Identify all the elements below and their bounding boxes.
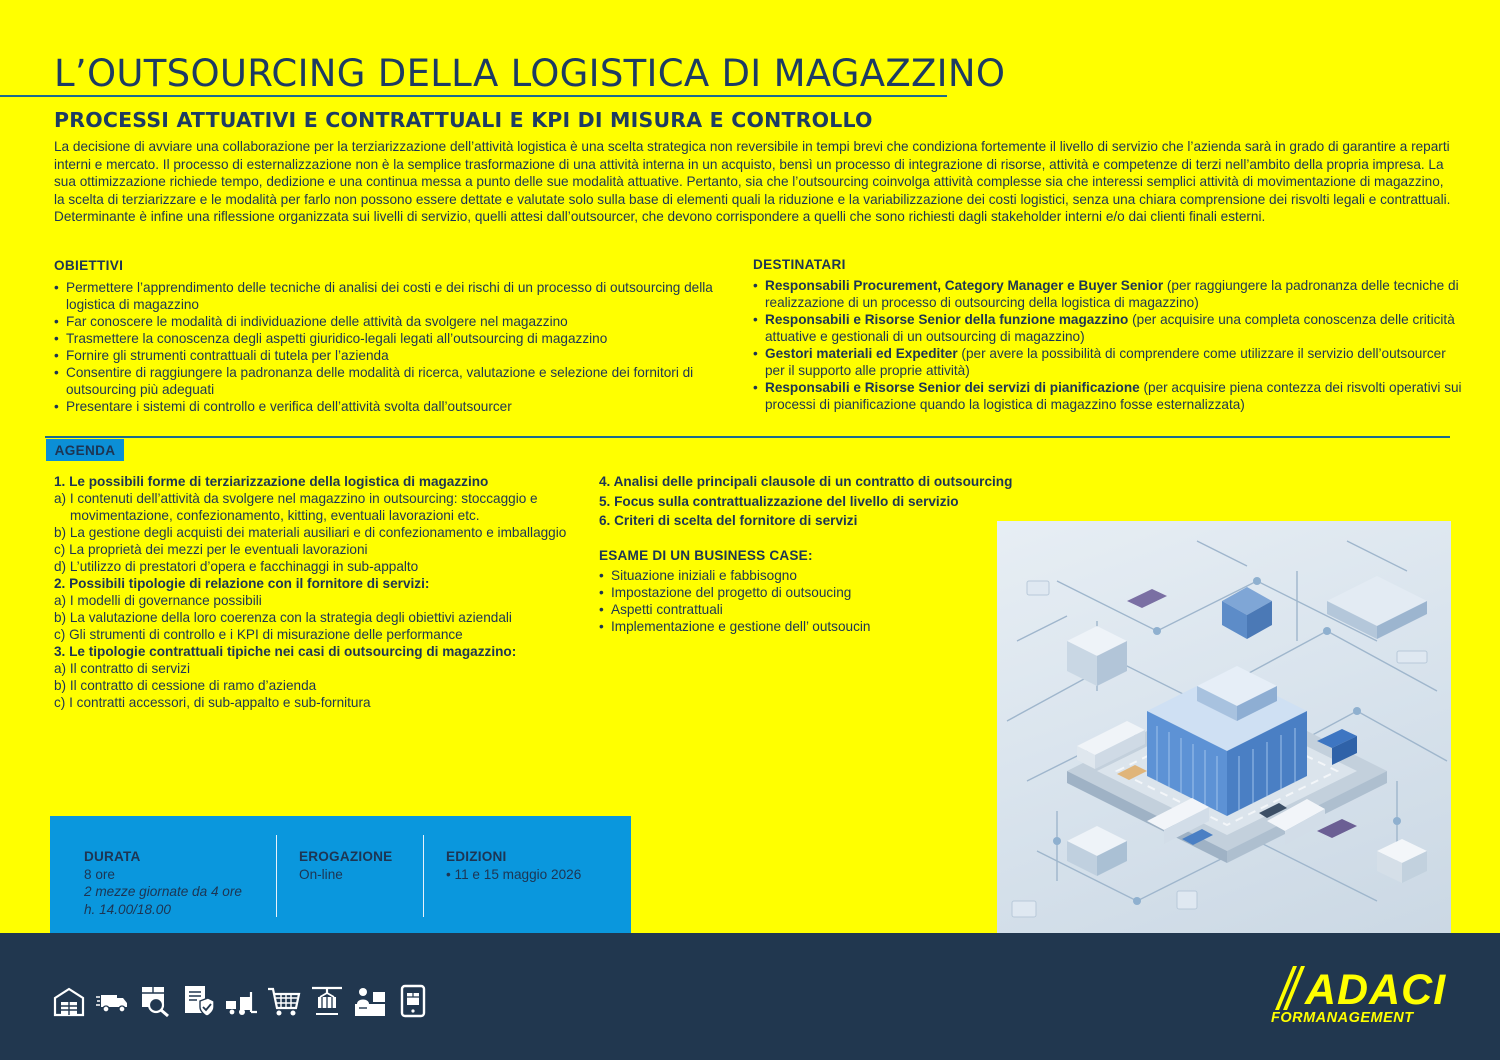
- erogazione-value: On-line: [299, 866, 343, 882]
- destinatari-list: [753, 277, 1463, 413]
- agenda-item: b) Il contratto di cessione di ramo d’azienda: [54, 678, 317, 693]
- destinatari-heading: DESTINATARI: [753, 257, 846, 272]
- isometric-warehouse-image: [997, 521, 1451, 933]
- agenda-section-3: 3. Le tipologie contrattuali tipiche nei casi di outsourcing di magazzino:: [54, 644, 517, 659]
- durata-block: [84, 848, 242, 918]
- list-item: • Far conoscere le modalità di individuazione delle attività da svolgere nel magazzino: [54, 313, 724, 330]
- logo-tagline: FORMANAGEMENT: [1271, 1010, 1414, 1026]
- page-subtitle: PROCESSI ATTUATIVI E CONTRATTUALI E KPI DI MISURA E CONTROLLO: [54, 108, 873, 132]
- delivery-truck-icon: [95, 984, 129, 1018]
- audience-purpose: (per raggiungere la padronanza delle tecniche di realizzazione di un processo di outsourcing della logistica di magazzino): [765, 278, 1459, 310]
- list-item: • Consentire di raggiungere la padronanza delle modalità di ricerca, valutazione e selezione dei fornitori di outsourcing più adeguati: [54, 364, 724, 398]
- agenda-item: d) L’utilizzo di prestatori d’opera e facchinaggi in sub-appalto: [54, 559, 419, 574]
- intro-text: [54, 138, 1454, 226]
- list-item: • Permettere l’apprendimento delle tecniche di analisi dei costi e dei rischi di un processo di outsourcing della logistica di magazzino: [54, 279, 724, 313]
- agenda-divider: [45, 436, 1450, 438]
- agenda-section-5: 5. Focus sulla contrattualizzazione del livello di servizio: [599, 493, 959, 509]
- adaci-logo: [1271, 966, 1451, 1032]
- business-case-heading: ESAME DI UN BUSINESS CASE:: [599, 547, 813, 563]
- agenda-tag: AGENDA: [46, 439, 124, 461]
- course-info-box: [50, 816, 631, 933]
- audience-purpose: (per acquisire una completa conoscenza delle criticità attuative e gestionali di un outsourcing di magazzino): [765, 312, 1455, 344]
- footer-bar: [0, 933, 1500, 1060]
- list-item: [753, 345, 1463, 379]
- list-item: • Aspetti contrattuali: [599, 601, 1069, 618]
- agenda-section-6: 6. Criteri di scelta del fornitore di servizi: [599, 513, 858, 528]
- list-item: • Presentare i sistemi di controllo e verifica dell’attività svolta dall’outsourcer: [54, 398, 724, 415]
- agenda-section-1: 1. Le possibili forme di terziarizzazione della logistica di magazzino: [54, 474, 489, 489]
- agenda-item: c) Gli strumenti di controllo e i KPI di misurazione delle performance: [54, 627, 463, 642]
- agenda-section-4: 4. Analisi delle principali clausole di un contratto di outsourcing: [599, 474, 1013, 489]
- crane-container-icon: [310, 984, 344, 1018]
- forklift-icon: [224, 984, 258, 1018]
- audience-purpose: (per acquisire piena contezza dei risvolti operativi sui processi di pianificazione quando la logistica di magazzino fosse esternalizzata): [765, 380, 1462, 412]
- list-item: • Implementazione e gestione dell’ outsoucin: [599, 618, 1069, 635]
- info-divider: [276, 835, 277, 917]
- agenda-item: c) I contratti accessori, di sub-appalto e sub-fornitura: [54, 695, 371, 710]
- durata-time: h. 14.00/18.00: [84, 901, 171, 917]
- intro-paragraph-1: La decisione di avviare una collaborazione per la terziarizzazione dell’attività logistica è una scelta strategica non reversibile in tempi brevi che condiziona fortemente il livello di servizio che l’azienda sarà in grado di garantire a reparti interni e mercato. Il processo di esternalizzazione non è la semplice trasformazione di una attività interna in un acquisto, bensì un processo di integrazione di risorse, attività e competenze di terzi nell’ambito della propria impresa. La sua ottimizzazione richiede tempo, dedizione e una continua messa a punto delle sue modalità attuative. Pertanto, sia che l’outsourcing coinvolga attività complesse sia che interessi semplici attività di movimentazione di magazzino, la scelta di terziarizzare e le modalità per farlo non possono essere dettate e valutate solo sulla base di elementi quali la riduzione e la variabilizzazione dei costi logistici, senza una chiara comprensione dei risvolti legali e contrattuali.: [54, 139, 1451, 207]
- audience-role: Responsabili e Risorse Senior dei servizi di pianificazione: [765, 380, 1140, 395]
- list-item: • Situazione iniziali e fabbisogno: [599, 567, 1069, 584]
- agenda-item: c) La proprietà dei mezzi per le eventuali lavorazioni: [54, 542, 368, 557]
- list-item: [753, 379, 1463, 413]
- obiettivi-heading: OBIETTIVI: [54, 258, 124, 273]
- shopping-cart-icon: [267, 984, 301, 1018]
- title-divider: [0, 95, 947, 97]
- logo-stripes-icon: [1273, 966, 1309, 1010]
- edizioni-block: [446, 848, 581, 883]
- list-item: [753, 277, 1463, 311]
- list-item: • Trasmettere la conoscenza degli aspetti giuridico-legali legati all’outsourcing di magazzino: [54, 330, 724, 347]
- info-divider: [423, 835, 424, 917]
- logistics-illustration: [997, 521, 1451, 933]
- agenda-item: b) La gestione degli acquisti dei materiali ausiliari e di confezionamento e imballaggio: [54, 525, 567, 540]
- logo-wordmark: ADACI: [1305, 966, 1447, 1014]
- list-item: • Impostazione del progetto di outsoucing: [599, 584, 1069, 601]
- erogazione-heading: EROGAZIONE: [299, 849, 393, 864]
- agenda-item: a) Il contratto di servizi: [54, 661, 190, 676]
- agenda-item: a) I modelli di governance possibili: [54, 593, 262, 608]
- audience-role: Responsabili e Risorse Senior della funzione magazzino: [765, 312, 1129, 327]
- warehouse-icon: [52, 984, 86, 1018]
- agenda-item: b) La valutazione della loro coerenza con la strategia degli obiettivi aziendali: [54, 610, 512, 625]
- package-search-icon: [138, 984, 172, 1018]
- desk-worker-icon: [353, 984, 387, 1018]
- footer-icon-row: [52, 984, 430, 1018]
- durata-hours: 8 ore: [84, 866, 115, 882]
- agenda-section-2: 2. Possibili tipologie di relazione con il fornitore di servizi:: [54, 576, 430, 591]
- destinatari-section: [753, 257, 1463, 413]
- durata-heading: DURATA: [84, 849, 141, 864]
- durata-sessions: 2 mezze giornate da 4 ore: [84, 884, 242, 899]
- agenda-item: a) I contenuti dell’attività da svolgere nel magazzino in outsourcing: stoccaggio e movimentazione, confezionamento, kitting, eventuali lavorazioni etc.: [54, 491, 538, 523]
- obiettivi-list: [54, 279, 724, 415]
- edizioni-heading: EDIZIONI: [446, 849, 507, 864]
- audience-purpose: (per avere la possibilità di comprendere come utilizzare il servizio dell’outsourcer per il supporto alle proprie attività): [765, 346, 1446, 378]
- agenda-left-column: [54, 473, 574, 711]
- audience-role: Gestori materiali ed Expediter: [765, 346, 958, 361]
- obiettivi-section: [54, 258, 724, 415]
- list-item: • Fornire gli strumenti contrattuali di tutela per l’azienda: [54, 347, 724, 364]
- audience-role: Responsabili Procurement, Category Manager e Buyer Senior: [765, 278, 1164, 293]
- tablet-icon: [396, 984, 430, 1018]
- edizioni-date: • 11 e 15 maggio 2026: [446, 866, 582, 882]
- list-item: [753, 311, 1463, 345]
- document-shield-icon: [181, 984, 215, 1018]
- intro-paragraph-2: Determinante è infine una riflessione organizzata sui livelli di servizio, quelli attesi dall’outsourcer, che devono corrispondere a quelli che sono richiesti dagli stakeholder interni e/o dai clienti finali esterni.: [54, 209, 1266, 224]
- page-title: L’OUTSOURCING DELLA LOGISTICA DI MAGAZZINO: [54, 52, 1006, 95]
- erogazione-block: [299, 848, 392, 883]
